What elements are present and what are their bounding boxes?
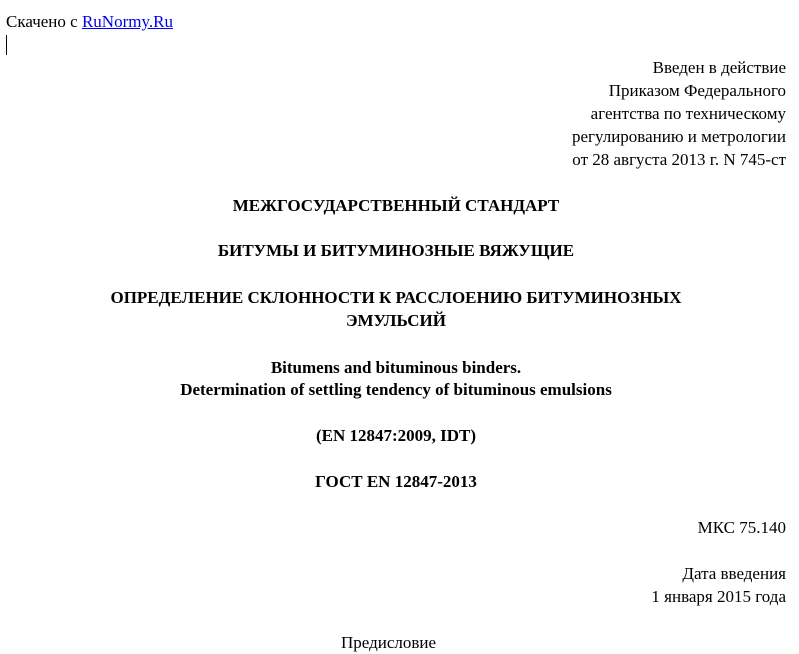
download-prefix: Скачено с	[6, 12, 82, 31]
introduction-date-value: 1 января 2015 года	[651, 587, 786, 606]
runormy-link[interactable]: RuNormy.Ru	[81, 12, 173, 31]
text-cursor	[6, 35, 7, 55]
document-subtitle-line2: ЭМУЛЬСИЙ	[345, 311, 447, 330]
download-source	[6, 11, 173, 33]
introduction-date-label: Дата введения	[682, 564, 786, 583]
english-title-line2: Determination of settling tendency of bituminous emulsions	[180, 380, 612, 399]
document-title: БИТУМЫ И БИТУМИНОЗНЫЕ ВЯЖУЩИЕ	[217, 241, 575, 260]
mks-code: МКС 75.140	[697, 518, 786, 537]
equivalence-label: (EN 12847:2009, IDT)	[315, 426, 477, 445]
document-subtitle-line1: ОПРЕДЕЛЕНИЕ СКЛОННОСТИ К РАССЛОЕНИЮ БИТУМИНОЗНЫХ	[110, 288, 682, 307]
standard-type-heading: МЕЖГОСУДАРСТВЕННЫЙ СТАНДАРТ	[232, 196, 560, 215]
english-title-line1: Bitumens and bituminous binders.	[270, 358, 522, 377]
foreword-heading: Предисловие	[341, 633, 437, 652]
enactment-line: Приказом Федерального	[608, 81, 786, 100]
enactment-line: от 28 августа 2013 г. N 745-ст	[572, 150, 786, 169]
enactment-line: агентства по техническому	[590, 104, 786, 123]
standard-designation: ГОСТ EN 12847-2013	[315, 472, 477, 491]
enactment-line: регулированию и метрологии	[571, 127, 786, 146]
enactment-line: Введен в действие	[652, 58, 786, 77]
